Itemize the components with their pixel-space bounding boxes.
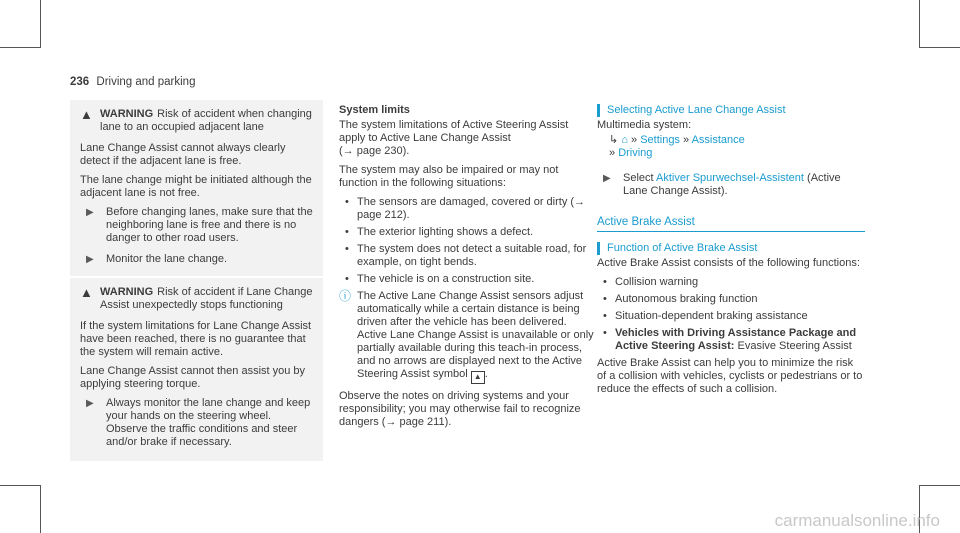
- menu-driving[interactable]: Driving: [618, 147, 653, 159]
- list-item: • The exterior lighting shows a defect.: [339, 226, 597, 239]
- menu-path: [609, 134, 865, 160]
- system-limits-heading: System limits: [339, 104, 410, 116]
- warning-text: The lane change might be initiated although the adjacent lane is not free.: [80, 174, 312, 199]
- brake-assist-section-heading: Active Brake Assist: [597, 216, 865, 232]
- system-limits-column: [339, 104, 597, 435]
- heading-bar: [597, 242, 600, 255]
- brake-function-heading: Function of Active Brake Assist: [607, 242, 758, 254]
- limits-text: Observe the notes on driving systems and your responsibility; you may otherwise fail to recognize dangers (→ page 211).: [339, 390, 581, 428]
- page-reference-link[interactable]: (→ page 230).: [339, 145, 410, 157]
- step-text: Before changing lanes, make sure that the neighboring lane is free and there is no danger to other road users.: [106, 206, 313, 244]
- crop-mark: [919, 0, 920, 48]
- limits-text: The system may also be impaired or may not function in the following situations:: [339, 164, 559, 189]
- crop-mark: [919, 485, 960, 486]
- step-text: Select: [623, 172, 654, 184]
- step-arrow-icon: ▶: [86, 254, 94, 265]
- warning-triangle-icon: ▲: [80, 107, 93, 122]
- warning-text: Lane Change Assist cannot always clearly detect if the adjacent lane is free.: [80, 142, 286, 167]
- home-icon[interactable]: ⌂: [621, 134, 628, 146]
- crop-mark: [40, 0, 41, 48]
- warning-title: Risk of accident when changing lane to an occupied adjacent lane: [100, 108, 312, 133]
- limits-list: [339, 196, 597, 286]
- watermark: carmanualsonline.info: [774, 511, 940, 530]
- info-icon: ⓘ: [339, 289, 352, 303]
- right-column: [597, 104, 865, 402]
- crop-mark: [919, 47, 960, 48]
- menu-settings[interactable]: Settings: [640, 134, 680, 146]
- crop-mark: [0, 485, 41, 486]
- multimedia-label: Multimedia system:: [597, 119, 692, 131]
- crop-mark: [40, 485, 41, 533]
- note-text-end: .: [484, 368, 488, 380]
- warning-label: WARNING: [100, 108, 154, 120]
- brake-functions-list: [597, 276, 865, 353]
- crop-mark: [0, 47, 41, 48]
- page-header: [70, 76, 195, 89]
- page-number: 236: [70, 76, 90, 88]
- warning-triangle-icon: ▲: [80, 285, 93, 300]
- brake-text: Active Brake Assist can help you to minimize the risk of a collision with vehicles, cyclists or pedestrians or to reduce the effects of such a collision.: [597, 357, 863, 395]
- step-arrow-icon: ▶: [86, 207, 94, 218]
- step-text: Monitor the lane change.: [106, 253, 228, 265]
- warning-text: If the system limitations for Lane Change Assist have been reached, there is no guarantee that the system will remain active.: [80, 320, 312, 358]
- steering-assist-symbol-icon: ▲: [471, 371, 485, 384]
- bullet-rest: Evasive Steering Assist: [737, 340, 852, 352]
- option-aktiver-spurwechsel[interactable]: Aktiver Spurwechsel-Assistent: [656, 172, 804, 184]
- list-item: • The system does not detect a suitable road, for example, on tight bends.: [339, 243, 597, 269]
- path-separator-icon: »: [631, 134, 638, 146]
- warning-label: WARNING: [100, 286, 154, 298]
- path-start-arrow-icon: ↳: [609, 134, 619, 146]
- step-arrow-icon: ▶: [86, 398, 94, 409]
- warning-box-unexpected-stop: [70, 278, 323, 461]
- list-item: • Autonomous braking function: [597, 293, 865, 306]
- step-arrow-icon: ▶: [603, 173, 611, 184]
- selecting-heading: Selecting Active Lane Change Assist: [607, 104, 786, 116]
- path-separator-icon: »: [683, 134, 690, 146]
- info-note: [339, 290, 597, 384]
- list-item: • The vehicle is on a construction site.: [339, 273, 597, 286]
- menu-assistance[interactable]: Assistance: [691, 134, 745, 146]
- list-item: • Collision warning: [597, 276, 865, 289]
- step-text: (Active Lane Change Assist).: [623, 172, 841, 197]
- warning-text: Lane Change Assist cannot then assist you by applying steering torque.: [80, 365, 306, 390]
- heading-bar: [597, 104, 600, 117]
- list-item: [597, 327, 865, 353]
- list-item: • The sensors are damaged, covered or dirty (→ page 212).: [339, 196, 597, 222]
- list-item: • Situation-dependent braking assistance: [597, 310, 865, 323]
- brake-text: Active Brake Assist consists of the following functions:: [597, 257, 860, 269]
- bold-bullet: Vehicles with Driving Assistance Package and Active Steering Assist:: [615, 327, 857, 352]
- warning-box-lane-occupied: [70, 100, 323, 276]
- note-text: The Active Lane Change Assist sensors adjust automatically while a certain distance is being driven after the vehicle has been delivered. Active Lane Change Assist is unavailable or only partially available during this teach-in process, and no arrows are displayed next to the Active Steering Assist symbol: [357, 290, 594, 380]
- path-separator-icon: »: [609, 147, 616, 159]
- step-text: Always monitor the lane change and keep your hands on the steering wheel. Observe the traffic conditions and steer and/or brake if necessary.: [106, 397, 311, 448]
- limits-text: The system limitations of Active Steering Assist apply to Active Lane Change Assist: [339, 119, 569, 144]
- section-title: Driving and parking: [96, 76, 196, 88]
- warning-title: Risk of accident if Lane Change Assist unexpectedly stops functioning: [100, 286, 313, 311]
